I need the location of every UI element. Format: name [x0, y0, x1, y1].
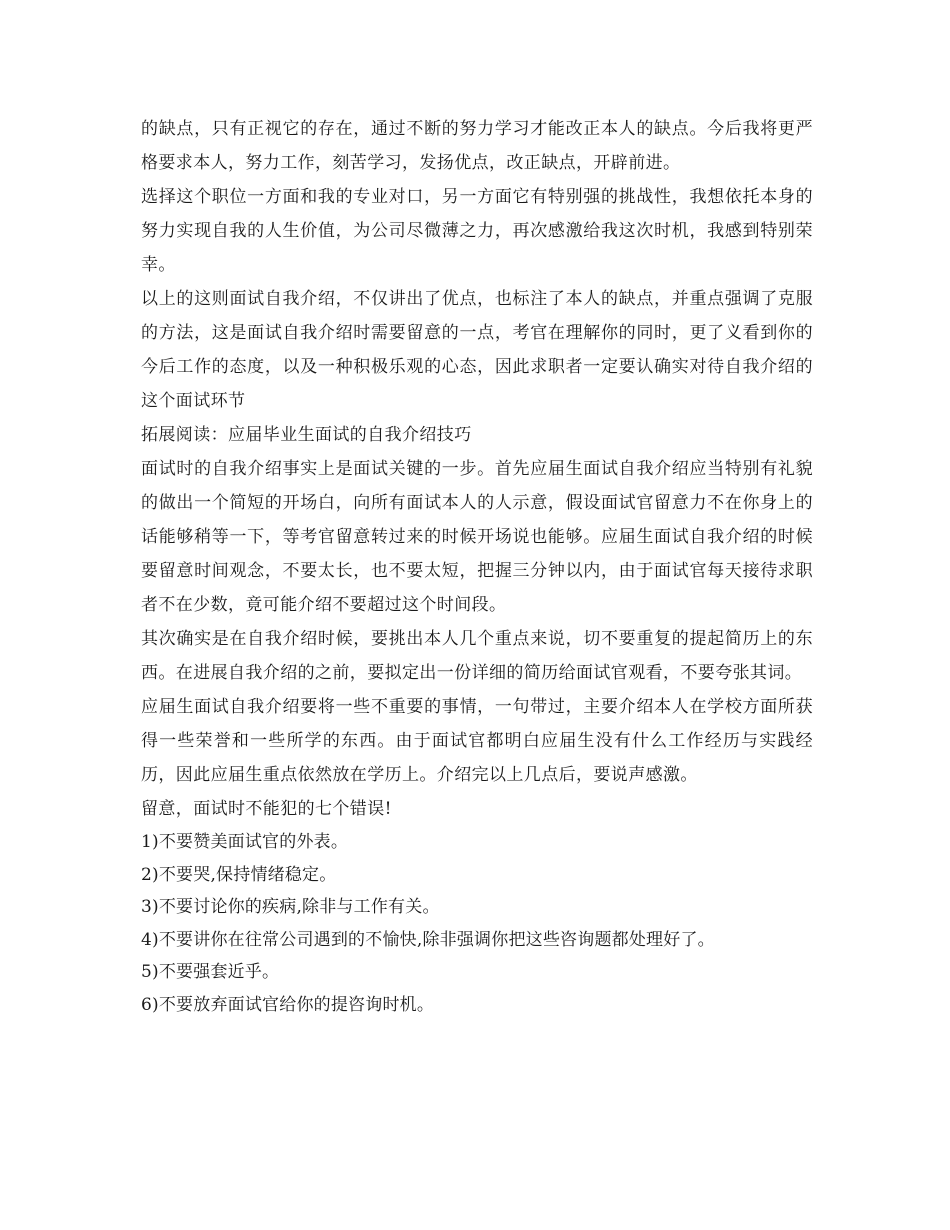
- section-heading-extended-reading: 拓展阅读：应届毕业生面试的自我介绍技巧: [141, 425, 472, 445]
- list-item: 3)不要讨论你的疾病,除非与工作有关。: [141, 897, 440, 917]
- paragraph-graduate-focus: 应届生面试自我介绍要将一些不重要的事情，一句带过，主要介绍本人在学校方面所获得一些荣誉和一些所学的东西。由于面试官都明白应届生没有什么工作经历与实践经历，因此应届生重点依然放在学历上。介绍完以上几点后，要说声感激。: [141, 697, 813, 785]
- paragraph-opening-tips: 面试时的自我介绍事实上是面试关键的一步。首先应届生面试自我介绍应当特别有礼貌的做出一个简短的开场白，向所有面试本人的人示意，假设面试官留意力不在你身上的话能够稍等一下，等考官留意转过来的时候开场说也能够。应届生面试自我介绍的时候要留意时间观念，不要太长，也不要太短，把握三分钟以内，由于面试官每天接待求职者不在少数，竟可能介绍不要超过这个时间段。: [141, 459, 813, 615]
- list-item: 1)不要赞美面试官的外表。: [141, 832, 349, 852]
- mistakes-list: [141, 826, 813, 1021]
- document-body: [141, 112, 813, 1021]
- list-heading-seven-mistakes: 留意，面试时不能犯的七个错误!: [141, 799, 392, 819]
- paragraph-position-choice: 选择这个职位一方面和我的专业对口，另一方面它有特别强的挑战性，我想依托本身的努力实现自我的人生价值，为公司尽微薄之力，再次感激给我这次时机，我感到特别荣幸。: [141, 187, 813, 275]
- list-item: 5)不要强套近乎。: [141, 962, 280, 982]
- paragraph-key-points: 其次确实是在自我介绍时候，要挑出本人几个重点来说，切不要重复的提起简历上的东西。在进展自我介绍的之前，要拟定出一份详细的简历给面试官观看，不要夸张其词。: [141, 629, 813, 683]
- list-item: 6)不要放弃面试官给你的提咨询时机。: [141, 994, 435, 1015]
- paragraph-weakness-conclusion: 的缺点，只有正视它的存在，通过不断的努力学习才能改正本人的缺点。今后我将更严格要求本人，努力工作，刻苦学习，发扬优点，改正缺点，开辟前进。: [141, 119, 813, 173]
- list-item: 2)不要哭,保持情绪稳定。: [141, 864, 337, 885]
- paragraph-commentary: 以上的这则面试自我介绍，不仅讲出了优点，也标注了本人的缺点，并重点强调了克服的方法，这是面试自我介绍时需要留意的一点，考官在理解你的同时，更了义看到你的今后工作的态度，以及一种积极乐观的心态，因此求职者一定要认确实对待自我介绍的这个面试环节: [141, 289, 813, 411]
- list-item: 4)不要讲你在往常公司遇到的不愉快,除非强调你把这些咨询题都处理好了。: [141, 929, 715, 950]
